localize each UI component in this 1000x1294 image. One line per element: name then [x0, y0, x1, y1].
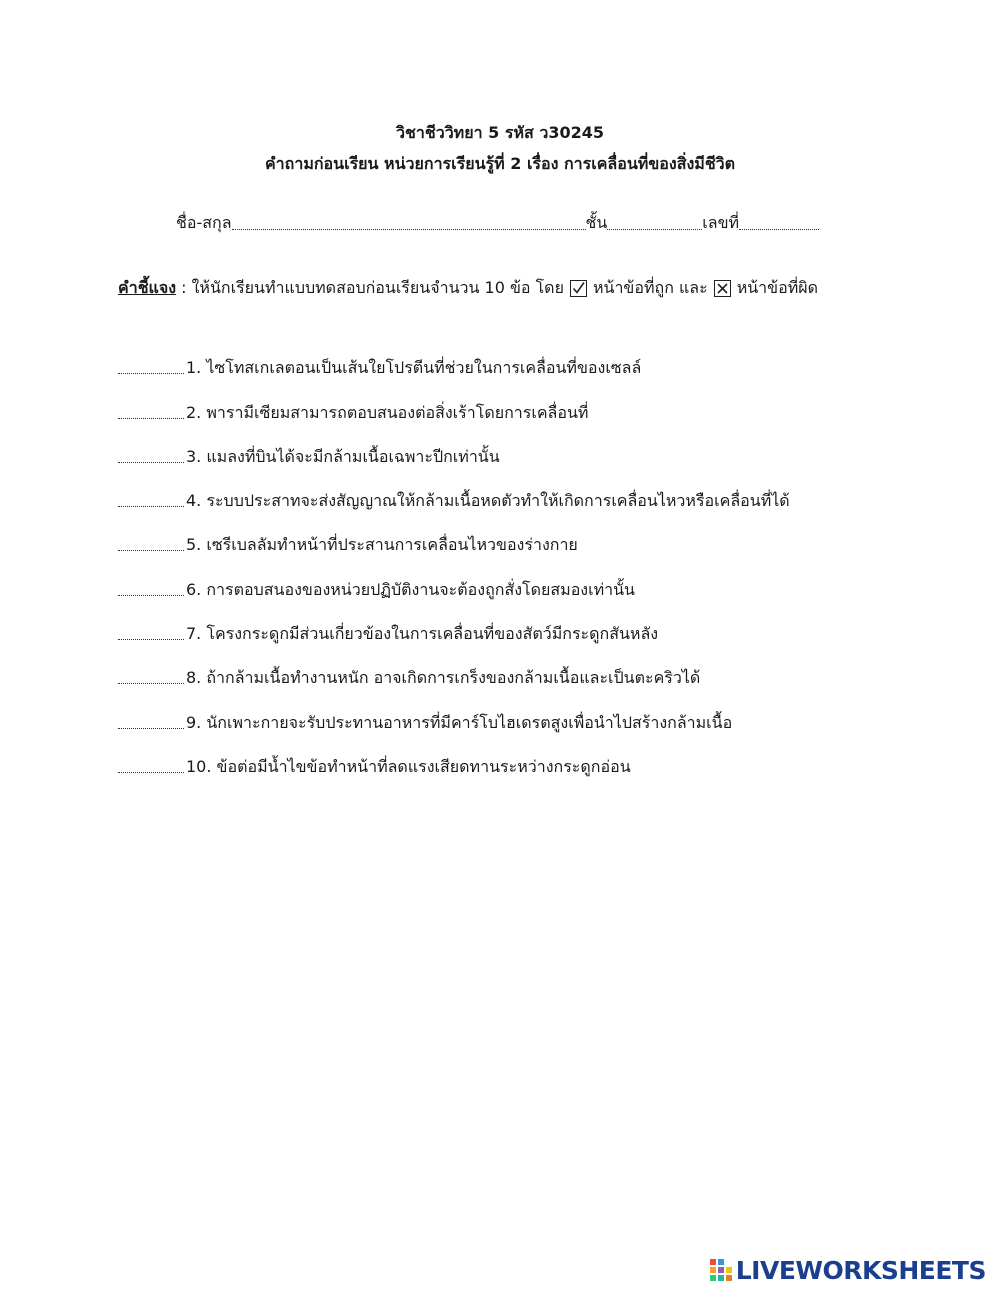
instructions-correct-text: หน้าข้อที่ถูก และ — [592, 278, 708, 297]
answer-blank[interactable] — [118, 581, 184, 596]
class-label: ชั้น — [585, 213, 608, 232]
question-text: 6. การตอบสนองของหน่วยปฏิบัติงานจะต้องถูกสั่งโดยสมองเท่านั้น — [186, 579, 635, 599]
question-list — [118, 334, 878, 777]
question-text: 10. ข้อต่อมีน้ำไขข้อทำหน้าที่ลดแรงเสียดทานระหว่างกระดูกอ่อน — [186, 756, 631, 776]
answer-blank[interactable] — [118, 448, 184, 463]
question-item — [118, 644, 878, 688]
answer-blank[interactable] — [118, 359, 184, 374]
subject-title: วิชาชีววิทยา 5 รหัส ว30245 — [396, 123, 604, 142]
question-item — [118, 467, 878, 511]
instructions-text: : ให้นักเรียนทำแบบทดสอบก่อนเรียนจำนวน 10 ข้อ โดย — [176, 278, 564, 297]
answer-blank[interactable] — [118, 404, 184, 419]
name-label: ชื่อ-สกุล — [176, 213, 232, 232]
instructions-label: คำชี้แจง — [118, 278, 177, 297]
name-field[interactable] — [232, 213, 586, 230]
question-text: 9. นักเพาะกายจะรับประทานอาหารที่มีคาร์โบไฮเดรตสูงเพื่อนำไปสร้างกล้ามเนื้อ — [186, 712, 733, 732]
answer-blank[interactable] — [118, 536, 184, 551]
question-item — [118, 378, 878, 422]
question-text: 5. เซรีเบลลัมทำหน้าที่ประสานการเคลื่อนไหวของร่างกาย — [186, 535, 578, 555]
answer-blank[interactable] — [118, 714, 184, 729]
question-text: 1. ไซโทสเกเลตอนเป็นเส้นใยโปรตีนที่ช่วยในการเคลื่อนที่ของเซลล์ — [186, 358, 642, 378]
question-text: 8. ถ้ากล้ามเนื้อทำงานหนัก อาจเกิดการเกร็งของกล้ามเนื้อและเป็นตะคริวได้ — [186, 668, 701, 688]
checkbox-x-icon — [714, 280, 731, 297]
question-text: 2. พารามีเซียมสามารถตอบสนองต่อสิ่งเร้าโดยการเคลื่อนที่ — [186, 402, 589, 422]
number-field[interactable] — [739, 213, 819, 230]
number-label: เลขที่ — [702, 213, 740, 232]
liveworksheets-logo-icon — [709, 1258, 733, 1282]
answer-blank[interactable] — [118, 669, 184, 684]
checkbox-check-icon — [570, 280, 587, 297]
answer-blank[interactable] — [118, 492, 184, 507]
instructions-wrong-text: หน้าข้อที่ผิด — [736, 278, 819, 297]
student-info-row — [176, 213, 826, 233]
class-field[interactable] — [607, 213, 702, 230]
brand-name: LIVEWORKSHEETS — [735, 1255, 986, 1285]
question-item — [118, 511, 878, 555]
question-text: 3. แมลงที่บินได้จะมีกล้ามเนื้อเฉพาะปีกเท่านั้น — [186, 446, 500, 466]
question-item — [118, 423, 878, 467]
question-item — [118, 334, 878, 378]
instructions — [118, 277, 858, 299]
answer-blank[interactable] — [118, 758, 184, 773]
question-text: 7. โครงกระดูกมีส่วนเกี่ยวข้องในการเคลื่อนที่ของสัตว์มีกระดูกสันหลัง — [186, 624, 659, 644]
question-item — [118, 688, 878, 732]
question-text: 4. ระบบประสาทจะส่งสัญญาณให้กล้ามเนื้อหดตัวทำให้เกิดการเคลื่อนไหวหรือเคลื่อนที่ได้ — [186, 491, 790, 511]
liveworksheets-brand — [709, 1254, 986, 1286]
answer-blank[interactable] — [118, 625, 184, 640]
worksheet-subtitle: คำถามก่อนเรียน หน่วยการเรียนรู้ที่ 2 เรื่อง การเคลื่อนที่ของสิ่งมีชีวิต — [264, 154, 736, 173]
question-item — [118, 600, 878, 644]
question-item — [118, 733, 878, 777]
question-item — [118, 555, 878, 599]
